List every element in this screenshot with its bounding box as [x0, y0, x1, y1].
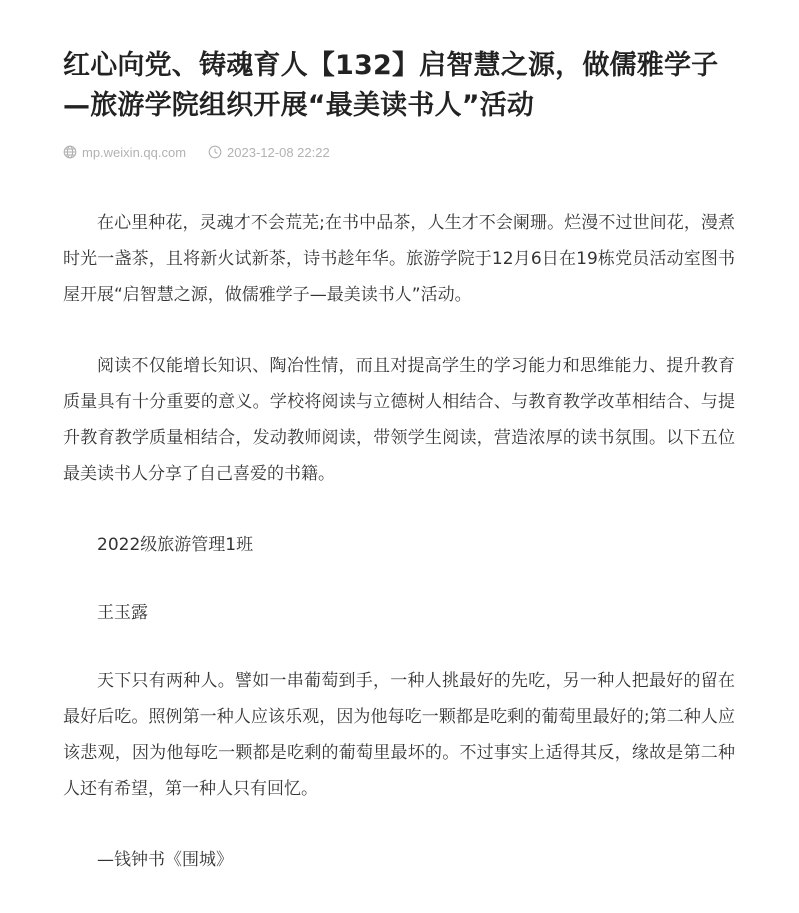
paragraph-reader-name: 王玉露 — [97, 603, 148, 623]
source-text: mp.weixin.qq.com — [82, 144, 187, 160]
paragraph-class-name: 2022级旅游管理1班 — [97, 535, 254, 555]
source-link[interactable] — [63, 145, 186, 160]
article-title: 红心向党、铸魂育人【132】启智慧之源，做儒雅学子—旅游学院组织开展“最美读书人”活动 — [63, 50, 719, 121]
article-meta — [63, 142, 735, 162]
paragraph-reading-significance: 阅读不仅能增长知识、陶冶性情，而且对提高学生的学习能力和思维能力、提升教育质量具有十分重要的意义。学校将阅读与立德树人相结合、与教育教学改革相结合、与提升教育教学质量相结合，发动教师阅读，带领学生阅读，营造浓厚的读书氛围。以下五位最美读书人分享了自己喜爱的书籍。 — [63, 356, 735, 484]
article — [63, 46, 735, 913]
paragraph-quote: 天下只有两种人。譬如一串葡萄到手，一种人挑最好的先吃，另一种人把最好的留在最好后吃。照例第一种人应该乐观，因为他每吃一颗都是吃剩的葡萄里最好的;第二种人应该悲观，因为他每吃一颗都是吃剩的葡萄里最坏的。不过事实上适得其反，缘故是第二种人还有希望，第一种人只有回忆。 — [63, 671, 735, 799]
paragraph-quote-attribution: —钱钟书《围城》 — [97, 850, 233, 870]
paragraph-intro: 在心里种花，灵魂才不会荒芜;在书中品茶，人生才不会阑珊。烂漫不过世间花，漫煮时光一盏茶，且将新火试新茶，诗书趁年华。旅游学院于12月6日在19栋党员活动室图书屋开展“启智慧之源，做儒雅学子—最美读书人”活动。 — [63, 213, 735, 305]
globe-icon — [63, 145, 77, 159]
clock-icon — [208, 145, 222, 159]
article-content — [63, 205, 735, 878]
publish-time — [208, 145, 330, 160]
publish-time-text: 2023-12-08 22:22 — [227, 144, 330, 160]
